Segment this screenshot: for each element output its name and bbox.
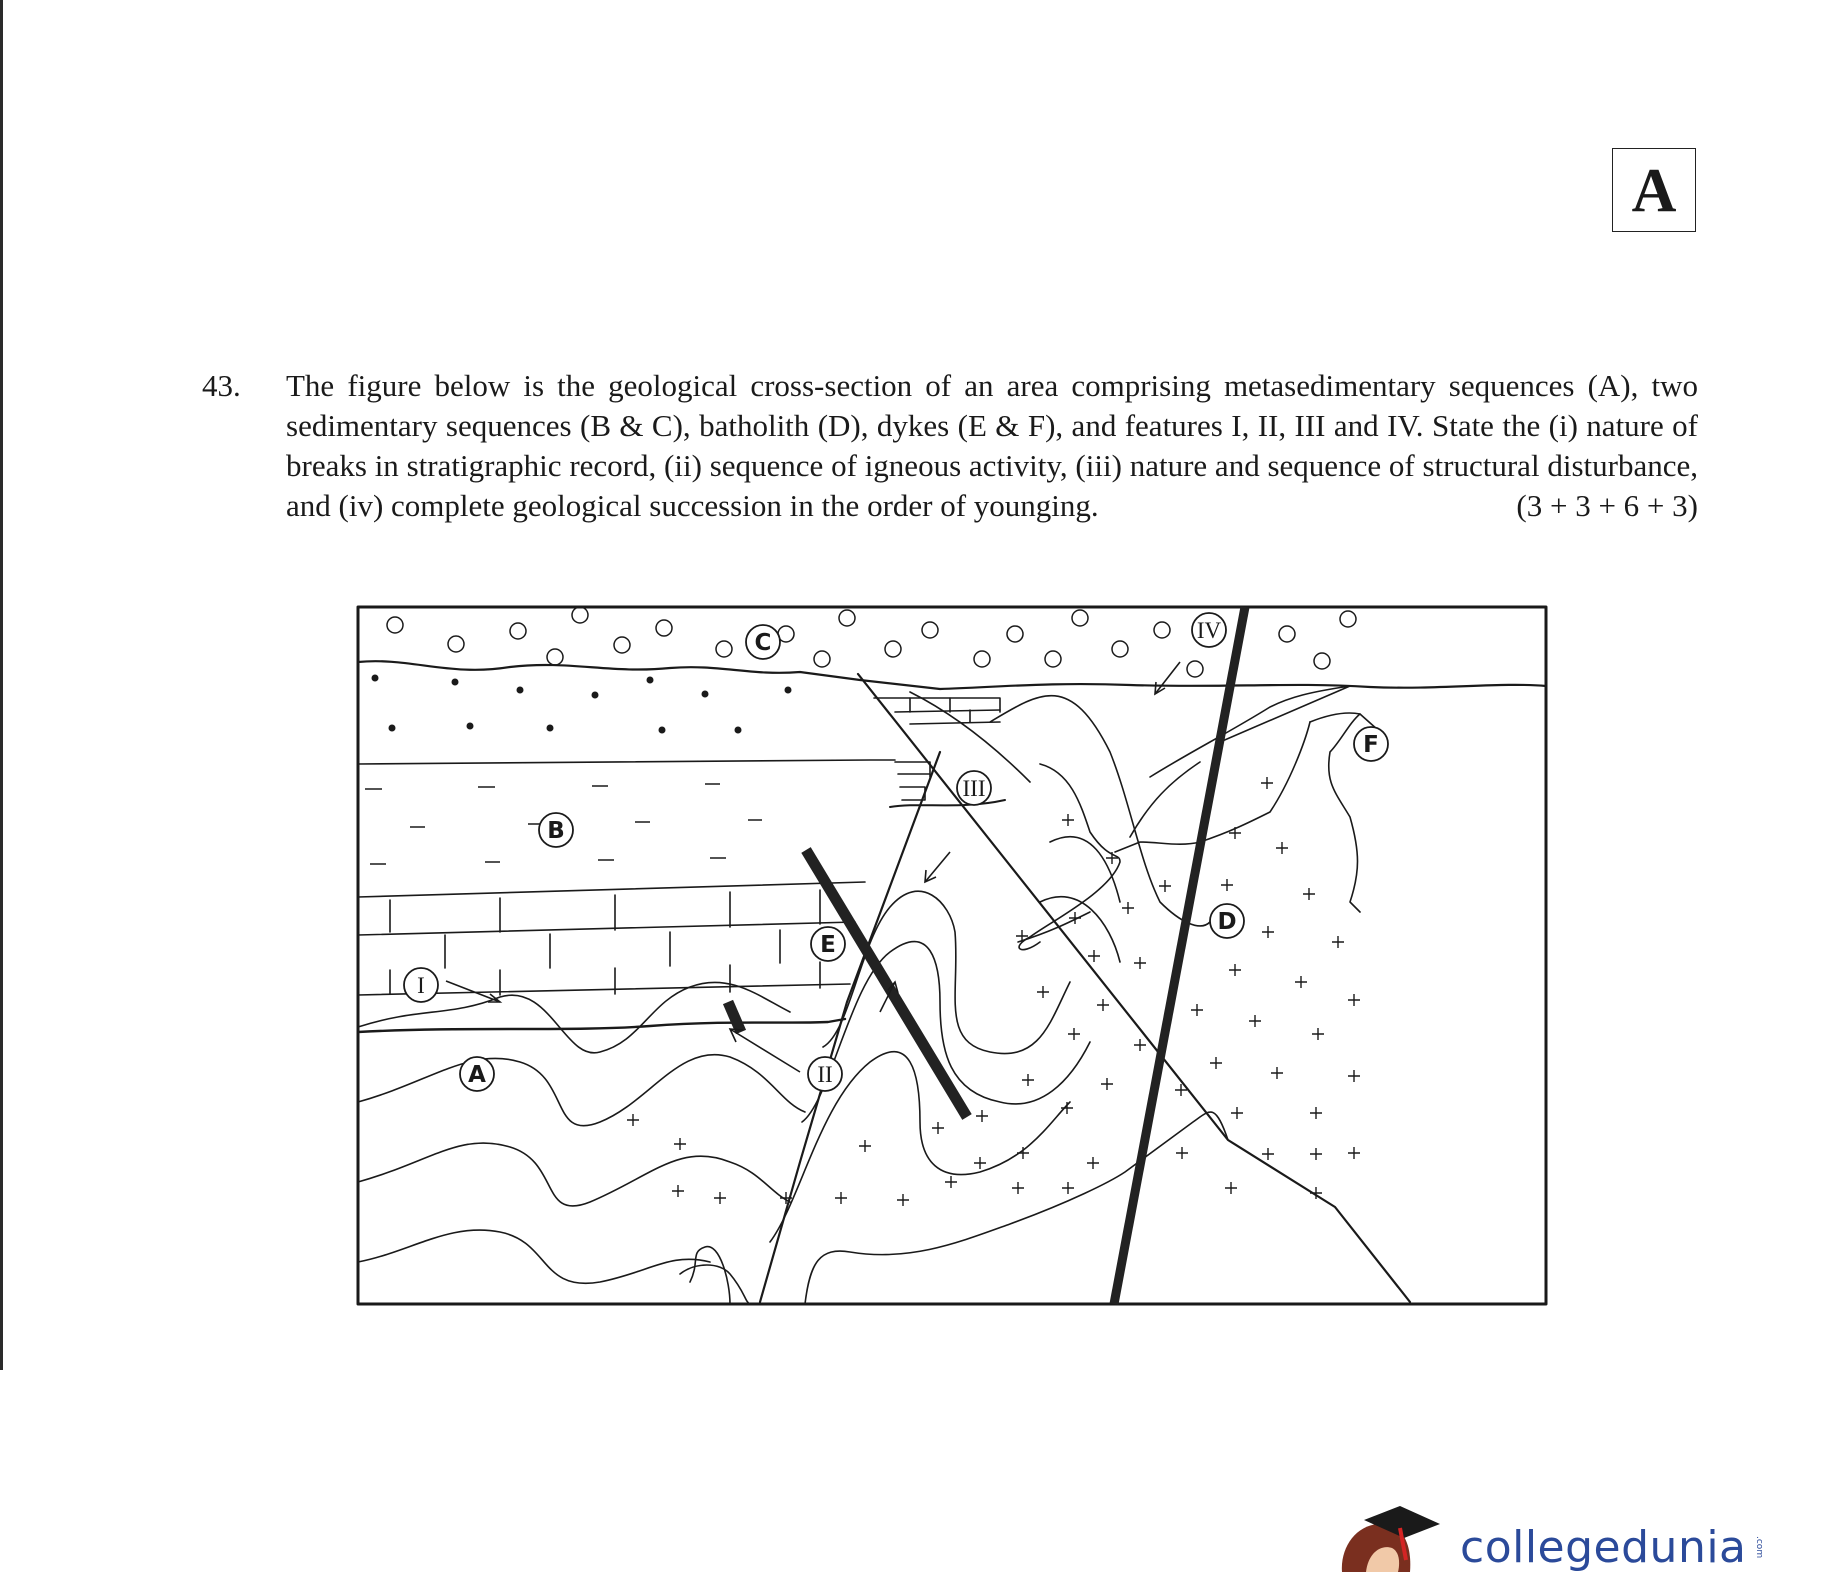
label-unit-f: F	[1363, 732, 1379, 758]
graduate-mascot-icon	[1340, 1498, 1460, 1572]
collegedunia-logo	[1340, 1498, 1820, 1572]
question-marks: (3 + 3 + 6 + 3)	[1516, 488, 1698, 523]
label-unit-a: A	[468, 1062, 486, 1088]
label-unit-e: E	[820, 932, 836, 958]
label-feature-iii: III	[962, 776, 986, 801]
logo-text: collegedunia	[1460, 1522, 1747, 1572]
page-code-box: A	[1612, 148, 1696, 232]
label-unit-b: B	[547, 818, 565, 844]
question-body: The figure below is the geological cross-section of an area comprising metasedimentary sequences (A), two sedimentary sequences (B & C), batholith (D), dykes (E & F), and features I, II, III and IV. State the (i) nature of breaks in stratigraphic record, (ii) sequence of igneous activity, (iii) nature and sequence of structural disturbance, and (iv) complete geological succession in the order of younging.	[286, 368, 1698, 523]
question-number: 43.	[202, 368, 241, 403]
label-unit-d: D	[1217, 909, 1237, 935]
question-text	[286, 366, 1698, 526]
geological-cross-section	[350, 602, 1554, 1310]
label-feature-iv: IV	[1196, 618, 1222, 643]
label-unit-c: C	[754, 630, 772, 656]
logo-suffix: .com	[1754, 1536, 1764, 1559]
label-feature-i: I	[417, 973, 425, 998]
scan-edge	[0, 0, 3, 1370]
label-feature-ii: II	[817, 1062, 833, 1087]
